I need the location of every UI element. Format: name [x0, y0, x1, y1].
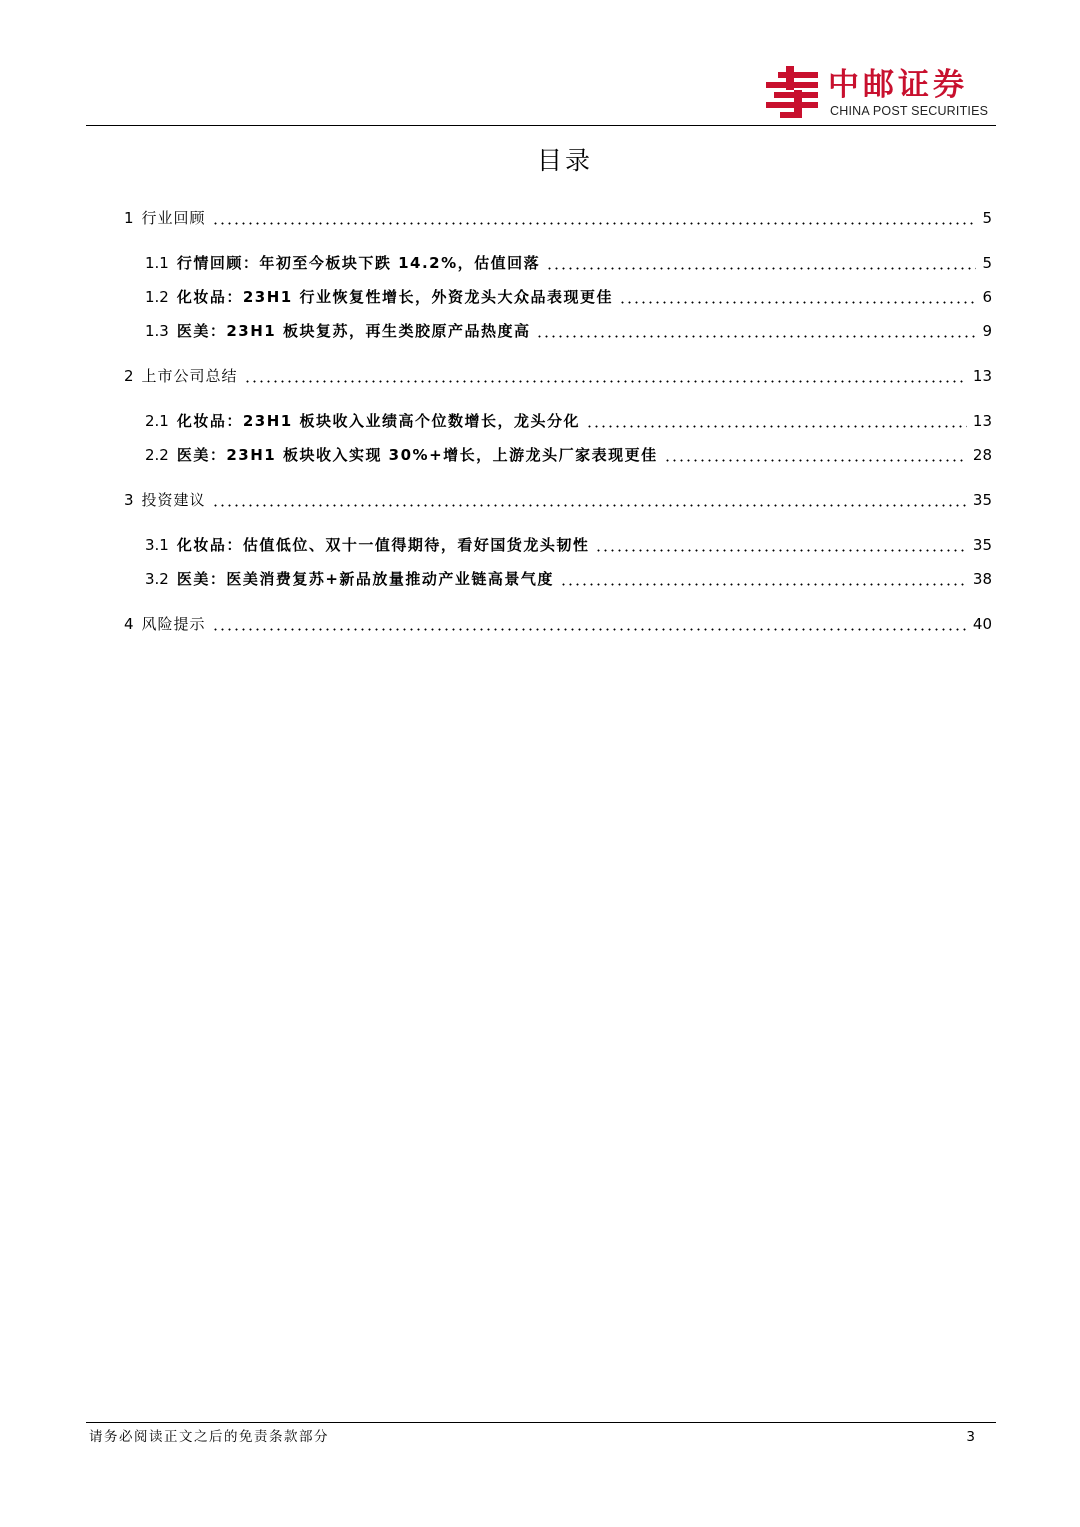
- toc-entry-number: 3: [124, 491, 134, 509]
- toc-entry[interactable]: [124, 206, 992, 230]
- toc-entry[interactable]: [124, 364, 992, 388]
- footer-page-number: 3: [966, 1429, 975, 1445]
- toc-entry-number: 2: [124, 367, 134, 385]
- toc-entry-number: 4: [124, 615, 134, 633]
- toc-dot-leader: [536, 334, 976, 339]
- toc-entry-title: 行情回顾：年初至今板块下跌 14.2%，估值回落: [176, 254, 541, 272]
- toc-entry[interactable]: [145, 533, 992, 557]
- toc-entry-number: 1.2: [145, 288, 169, 306]
- toc-dot-leader: [546, 266, 976, 271]
- toc-entry-number: 2.2: [145, 446, 169, 464]
- toc-dot-leader: [664, 458, 967, 463]
- toc-entry-page: 35: [972, 536, 992, 554]
- header-divider: [86, 125, 996, 126]
- page-header: [0, 0, 1080, 130]
- toc-entry-number: 3.1: [145, 536, 169, 554]
- toc-dot-leader: [212, 221, 977, 226]
- toc-entry-page: 35: [972, 491, 992, 509]
- footer-divider: [86, 1422, 996, 1423]
- toc-entry[interactable]: [145, 319, 992, 343]
- china-post-emblem-icon: [764, 64, 824, 122]
- toc-dot-leader: [619, 300, 977, 305]
- toc-entry-title: 化妆品：估值低位、双十一值得期待，看好国货龙头韧性: [176, 536, 590, 554]
- toc-entry-number: 1.3: [145, 322, 169, 340]
- toc-entry[interactable]: [145, 443, 992, 467]
- toc-entry-title: 医美：23H1 板块复苏，再生类胶原产品热度高: [176, 322, 531, 340]
- toc-entry[interactable]: [145, 251, 992, 275]
- toc-dot-leader: [560, 582, 967, 587]
- toc-entry[interactable]: [124, 612, 992, 636]
- toc-dot-leader: [212, 503, 967, 508]
- toc-entry-page: 13: [972, 412, 992, 430]
- toc-entry-page: 13: [972, 367, 992, 385]
- toc-entry-title: 化妆品：23H1 板块收入业绩高个位数增长，龙头分化: [176, 412, 580, 430]
- toc-entry[interactable]: [145, 285, 992, 309]
- toc-entry-number: 3.2: [145, 570, 169, 588]
- toc-entry-title: 行业回顾: [141, 209, 206, 227]
- toc-entry-title: 医美：23H1 板块收入实现 30%+增长，上游龙头厂家表现更佳: [176, 446, 658, 464]
- toc-entry-page: 28: [972, 446, 992, 464]
- toc-entry-page: 5: [982, 254, 992, 272]
- toc-dot-leader: [586, 424, 967, 429]
- toc-entry[interactable]: [145, 409, 992, 433]
- toc-entry-number: 1: [124, 209, 134, 227]
- toc-entry[interactable]: [124, 488, 992, 512]
- toc-entry-page: 40: [972, 615, 992, 633]
- china-post-securities-logo: [764, 64, 996, 122]
- toc-entry-title: 上市公司总结: [141, 367, 238, 385]
- toc-entry-page: 9: [982, 322, 992, 340]
- toc-dot-leader: [595, 548, 967, 553]
- toc-entry-number: 1.1: [145, 254, 169, 272]
- toc-entry-page: 6: [982, 288, 992, 306]
- toc-dot-leader: [212, 627, 967, 632]
- logo-english-name: CHINA POST SECURITIES: [830, 104, 989, 118]
- toc-entry-page: 38: [972, 570, 992, 588]
- toc-entry-title: 风险提示: [141, 615, 206, 633]
- toc-entry[interactable]: [145, 567, 992, 591]
- toc-entry-title: 医美：医美消费复苏+新品放量推动产业链高景气度: [176, 570, 554, 588]
- logo-chinese-name: 中邮证券: [828, 67, 968, 103]
- toc-entry-title: 投资建议: [141, 491, 206, 509]
- toc-entry-title: 化妆品：23H1 行业恢复性增长，外资龙头大众品表现更佳: [176, 288, 613, 306]
- toc-entry-number: 2.1: [145, 412, 169, 430]
- toc-dot-leader: [244, 379, 967, 384]
- toc-entry-page: 5: [982, 209, 992, 227]
- footer-disclaimer: 请务必阅读正文之后的免责条款部分: [89, 1429, 329, 1445]
- toc-title: 目录: [536, 146, 593, 175]
